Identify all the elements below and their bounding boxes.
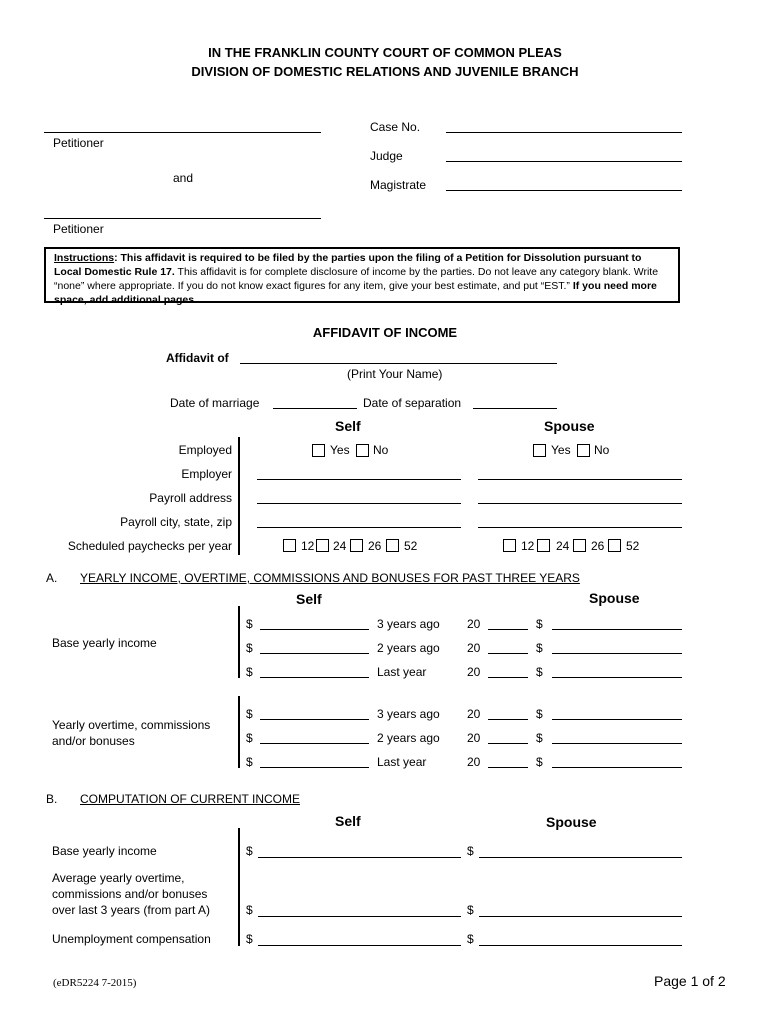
spouse-base-3yr-field[interactable] xyxy=(552,629,682,630)
century-label: 20 xyxy=(467,665,481,679)
century-label: 20 xyxy=(467,617,481,631)
dollar-sign: $ xyxy=(246,665,253,679)
self-26-label: 26 xyxy=(368,539,382,553)
payroll-address-label: Payroll address xyxy=(149,491,232,505)
section-a-spouse-heading: Spouse xyxy=(589,590,640,606)
judge-label: Judge xyxy=(370,149,403,163)
section-a-divider-2 xyxy=(238,696,240,768)
petitioner2-line[interactable] xyxy=(44,218,321,219)
petitioner1-line[interactable] xyxy=(44,132,321,133)
spouse-24-checkbox[interactable] xyxy=(537,539,550,552)
instructions-label: Instructions xyxy=(54,252,115,264)
century-label: 20 xyxy=(467,641,481,655)
last-year-label: Last year xyxy=(377,755,427,769)
overtime-label-line2: and/or bonuses xyxy=(52,734,135,748)
petitioner1-label: Petitioner xyxy=(53,136,104,150)
date-of-marriage-label: Date of marriage xyxy=(170,396,260,410)
self-employer-field[interactable] xyxy=(257,479,461,480)
court-title: IN THE FRANKLIN COUNTY COURT OF COMMON PLEAS xyxy=(208,45,562,60)
affidavit-title: AFFIDAVIT OF INCOME xyxy=(312,325,458,340)
employed-label: Employed xyxy=(178,443,232,457)
self-payroll-city-field[interactable] xyxy=(257,527,461,528)
judge-field[interactable] xyxy=(446,161,682,162)
self-ot-1yr-field[interactable] xyxy=(260,767,369,768)
case-no-label: Case No. xyxy=(370,120,421,134)
self-yes-label: Yes xyxy=(330,443,350,457)
self-b-base-field[interactable] xyxy=(258,857,461,858)
petitioner2-label: Petitioner xyxy=(53,222,104,236)
payroll-city-label: Payroll city, state, zip xyxy=(120,515,232,529)
self-52-label: 52 xyxy=(404,539,418,553)
dollar-sign: $ xyxy=(536,617,543,631)
section-a-title: YEARLY INCOME, OVERTIME, COMMISSIONS AND BONUSES FOR PAST THREE YEARS xyxy=(80,571,580,585)
self-ot-3yr-field[interactable] xyxy=(260,719,369,720)
base-1yr-year-field[interactable] xyxy=(488,677,528,678)
section-b-divider xyxy=(238,828,240,946)
employment-self-heading: Self xyxy=(335,418,361,434)
self-payroll-address-field[interactable] xyxy=(257,503,461,504)
spouse-26-checkbox[interactable] xyxy=(573,539,586,552)
section-b-self-heading: Self xyxy=(335,813,361,829)
self-b-avg-field[interactable] xyxy=(258,916,461,917)
self-26-checkbox[interactable] xyxy=(350,539,363,552)
ot-2yr-year-field[interactable] xyxy=(488,743,528,744)
spouse-yes-label: Yes xyxy=(551,443,571,457)
section-a-letter: A. xyxy=(46,571,58,585)
spouse-employed-yes-checkbox[interactable] xyxy=(533,444,546,457)
overtime-label-line1: Yearly overtime, commissions xyxy=(52,718,211,732)
century-label: 20 xyxy=(467,755,481,769)
affidavit-name-field[interactable] xyxy=(240,363,557,364)
self-12-checkbox[interactable] xyxy=(283,539,296,552)
date-of-separation-field[interactable] xyxy=(473,408,557,409)
century-label: 20 xyxy=(467,707,481,721)
instructions-bold-end: If you need more space, add additional pages. xyxy=(54,280,657,306)
magistrate-label: Magistrate xyxy=(370,178,427,192)
two-years-ago-label: 2 years ago xyxy=(377,731,440,745)
self-employed-yes-checkbox[interactable] xyxy=(312,444,325,457)
form-id: (eDR5224 7-2015) xyxy=(53,977,137,989)
self-no-label: No xyxy=(373,443,389,457)
section-b-spouse-heading: Spouse xyxy=(546,814,597,830)
avg-overtime-label-line2: commissions and/or bonuses xyxy=(52,887,208,901)
spouse-24-label: 24 xyxy=(556,539,570,553)
century-label: 20 xyxy=(467,731,481,745)
spouse-b-base-field[interactable] xyxy=(479,857,682,858)
self-12-label: 12 xyxy=(301,539,315,553)
dollar-sign: $ xyxy=(246,932,253,946)
dollar-sign: $ xyxy=(467,903,474,917)
spouse-b-avg-field[interactable] xyxy=(479,916,682,917)
unemployment-label: Unemployment compensation xyxy=(52,932,211,946)
b-base-income-label: Base yearly income xyxy=(52,844,157,858)
dollar-sign: $ xyxy=(246,844,253,858)
section-a-self-heading: Self xyxy=(296,591,322,607)
dollar-sign: $ xyxy=(246,903,253,917)
dollar-sign: $ xyxy=(536,641,543,655)
employment-divider xyxy=(238,437,240,555)
base-2yr-year-field[interactable] xyxy=(488,653,528,654)
ot-3yr-year-field[interactable] xyxy=(488,719,528,720)
spouse-base-1yr-field[interactable] xyxy=(552,677,682,678)
spouse-base-2yr-field[interactable] xyxy=(552,653,682,654)
instructions-bold: : This affidavit is required to be filed by the parties upon the filing of a Petition for Dissolution pursuant to Local Domestic Rule 17. xyxy=(54,252,642,278)
division-title: DIVISION OF DOMESTIC RELATIONS AND JUVENILE BRANCH xyxy=(191,64,579,79)
spouse-52-label: 52 xyxy=(626,539,640,553)
two-years-ago-label: 2 years ago xyxy=(377,641,440,655)
dollar-sign: $ xyxy=(467,844,474,858)
spouse-no-label: No xyxy=(594,443,610,457)
spouse-52-checkbox[interactable] xyxy=(608,539,621,552)
section-b-letter: B. xyxy=(46,792,58,806)
spouse-employed-no-checkbox[interactable] xyxy=(577,444,590,457)
spouse-b-unemployment-field[interactable] xyxy=(479,945,682,946)
dollar-sign: $ xyxy=(246,731,253,745)
self-52-checkbox[interactable] xyxy=(386,539,399,552)
dollar-sign: $ xyxy=(246,707,253,721)
spouse-payroll-address-field[interactable] xyxy=(478,503,682,504)
spouse-ot-1yr-field[interactable] xyxy=(552,767,682,768)
instructions-text: This affidavit is for complete disclosure of income by the parties. Do not leave any category blank. Write “none” where appropriate. If you do not know exact figures for any item, give your best estimate, and put “EST.” xyxy=(54,266,659,292)
case-no-field[interactable] xyxy=(446,132,682,133)
dollar-sign: $ xyxy=(246,755,253,769)
spouse-12-checkbox[interactable] xyxy=(503,539,516,552)
dollar-sign: $ xyxy=(467,932,474,946)
three-years-ago-label: 3 years ago xyxy=(377,617,440,631)
dollar-sign: $ xyxy=(246,641,253,655)
self-employed-no-checkbox[interactable] xyxy=(356,444,369,457)
spouse-26-label: 26 xyxy=(591,539,605,553)
scheduled-paychecks-label: Scheduled paychecks per year xyxy=(67,539,232,553)
spouse-employer-field[interactable] xyxy=(478,479,682,480)
print-name-hint: (Print Your Name) xyxy=(347,367,443,381)
self-base-2yr-field[interactable] xyxy=(260,653,369,654)
base-3yr-year-field[interactable] xyxy=(488,629,528,630)
dollar-sign: $ xyxy=(536,731,543,745)
magistrate-field[interactable] xyxy=(446,190,682,191)
dollar-sign: $ xyxy=(536,707,543,721)
avg-overtime-label-line3: over last 3 years (from part A) xyxy=(52,903,211,917)
last-year-label: Last year xyxy=(377,665,427,679)
affidavit-of-label: Affidavit of xyxy=(166,351,229,365)
self-24-label: 24 xyxy=(333,539,347,553)
employer-label: Employer xyxy=(181,467,232,481)
page-number: Page 1 of 2 xyxy=(654,973,726,989)
employment-spouse-heading: Spouse xyxy=(544,418,595,434)
section-a-divider-1 xyxy=(238,606,240,678)
spouse-ot-2yr-field[interactable] xyxy=(552,743,682,744)
spouse-12-label: 12 xyxy=(521,539,535,553)
self-b-unemployment-field[interactable] xyxy=(258,945,461,946)
self-base-1yr-field[interactable] xyxy=(260,677,369,678)
avg-overtime-label-line1: Average yearly overtime, xyxy=(52,871,185,885)
section-b-title: COMPUTATION OF CURRENT INCOME xyxy=(80,792,300,806)
spouse-ot-3yr-field[interactable] xyxy=(552,719,682,720)
self-base-3yr-field[interactable] xyxy=(260,629,369,630)
and-label: and xyxy=(173,171,194,185)
date-of-separation-label: Date of separation xyxy=(363,396,462,410)
instructions-box xyxy=(44,247,680,306)
dollar-sign: $ xyxy=(536,665,543,679)
base-yearly-income-label: Base yearly income xyxy=(52,636,157,650)
three-years-ago-label: 3 years ago xyxy=(377,707,440,721)
self-ot-2yr-field[interactable] xyxy=(260,743,369,744)
dollar-sign: $ xyxy=(536,755,543,769)
date-of-marriage-field[interactable] xyxy=(273,408,357,409)
dollar-sign: $ xyxy=(246,617,253,631)
ot-1yr-year-field[interactable] xyxy=(488,767,528,768)
spouse-payroll-city-field[interactable] xyxy=(478,527,682,528)
self-24-checkbox[interactable] xyxy=(316,539,329,552)
